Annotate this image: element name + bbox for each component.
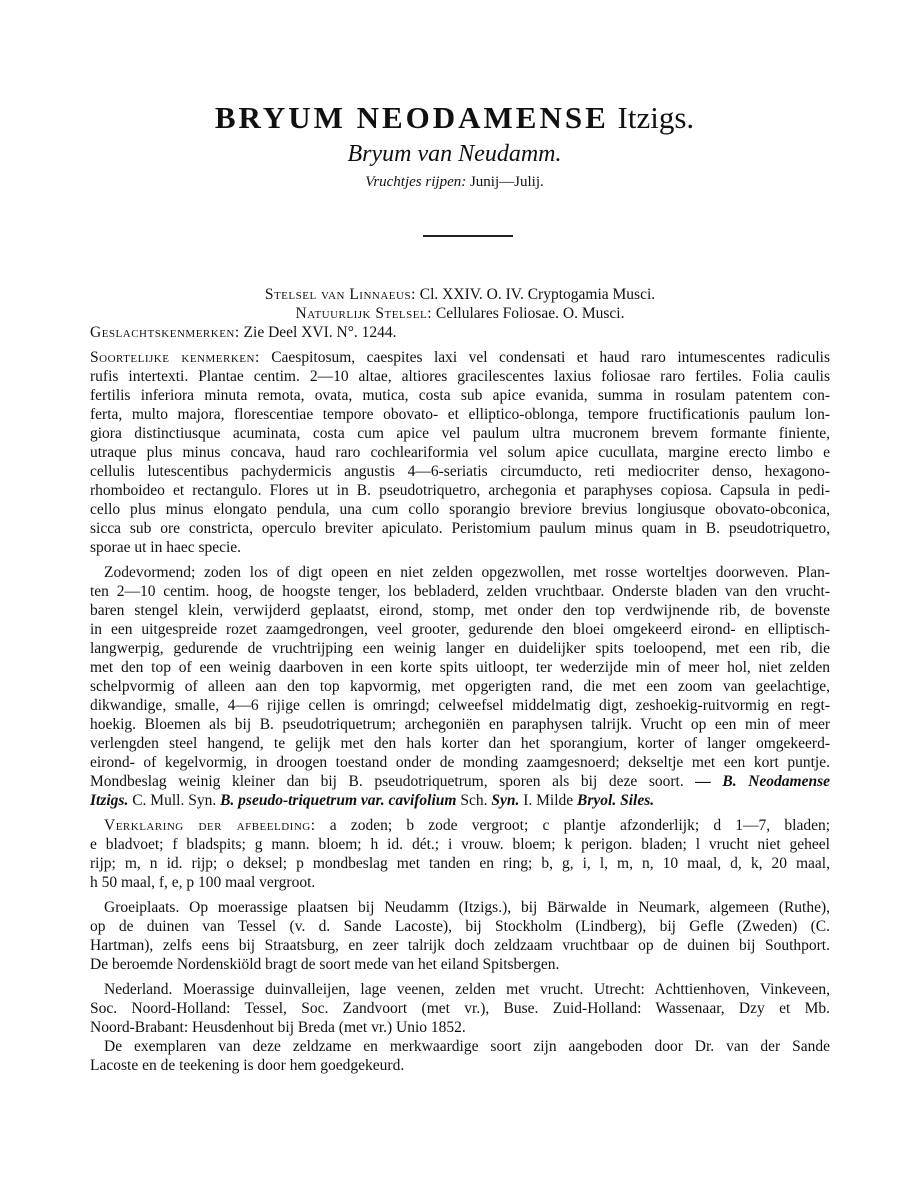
system-linnaeus — [90, 285, 830, 304]
dutch-line: ten 2—10 centim. hoog, de hoogste tenger, los bebladerd, zelden vruchtbaar. Onderste bladen van den vrucht- — [90, 583, 830, 600]
explanation-line: h 50 maal, f, e, p 100 maal vergroot. — [90, 874, 316, 891]
synonym-ref: C. Mull. Syn. — [132, 792, 217, 809]
explanation-label: Verklaring der afbeelding: — [104, 817, 316, 834]
dutch-line: baren stengel klein, verwijderd geplaatst, eirond, stomp, met onder den top verdwijnende rib, de bovenste — [90, 602, 830, 619]
explanation-text: a zoden; b zode vergroot; c plantje afzonderlijk; d 1—7, bladen; — [329, 817, 831, 834]
dutch-line: verlengden steel hangend, te gelijk met den hals korter dan het sporangium, korter of langer omgekeerd- — [90, 735, 830, 752]
synonym-bryol: Bryol. Siles. — [577, 792, 655, 809]
dutch-line: in een uitgespreide rozet zaamgedrongen, veel grooter, gedurende den bloei omgekeerd eirond- en elliptisch- — [90, 621, 830, 638]
latin-line: rufis intertexti. Plantae centim. 2—10 altae, altiores gracilescentes laxius foliosae raro fertiles. Folia caulis — [90, 368, 830, 385]
synonym-milde: I. Milde — [523, 792, 574, 809]
title-author: Itzigs. — [617, 100, 695, 135]
habitat-line: De beroemde Nordenskiöld bragt de soort mede van het eiland Spitsbergen. — [90, 956, 560, 973]
habitat — [90, 898, 830, 974]
document-body — [90, 285, 830, 1075]
synonym-syn: Syn. — [491, 792, 520, 809]
synonym-name: — B. Neodamense — [695, 773, 830, 790]
dutch-line: langwerpig, gedurende de vruchtrijping een weinig langer en duidelijker spits toeloopend, met een rib, die — [90, 640, 830, 657]
latin-line: sicca sub ore constricta, operculo breviter apiculato. Peristomium paulum minus quam in B. pseudotriquetro, — [90, 520, 830, 537]
genus-characters-text: Zie Deel XVI. N°. 1244. — [243, 324, 397, 341]
latin-line: sporae ut in haec specie. — [90, 539, 242, 556]
dutch-text: Mondbeslag weinig kleiner dan bij B. pseudotriquetrum, sporen als bij deze soort. — [90, 773, 684, 790]
system-natural — [90, 304, 830, 323]
dutch-line: dikwandige, smalle, 4—6 rijige cellen is omringd; celweefsel middelmatig digt, zeshoekig-ruitvormig en regt- — [90, 697, 830, 714]
dutch-line: schelpvormig of alleen aan den top kapvormig, met opgerigten rand, die met een zoom van geelachtige, — [90, 678, 830, 695]
netherlands-localities — [90, 980, 830, 1075]
dutch-line: Zodevormend; zoden los of digt opeen en niet zelden opgezwollen, met rosse worteltjes doorweven. Plan- — [104, 564, 830, 581]
system-natural-text: Cellulares Foliosae. O. Musci. — [435, 305, 625, 322]
habitat-line: Groeiplaats. Op moerassige plaatsen bij Neudamm (Itzigs.), bij Bärwalde in Neumark, algemeen (Ruthe), — [104, 899, 830, 916]
latin-line: ferta, multo majora, florescentiae tempore obovato- et elliptico-oblonga, tempore fructificationis paulum lon- — [90, 406, 830, 423]
genus-characters — [90, 323, 830, 342]
netherlands-line: Nederland. Moerassige duinvalleijen, lage veenen, zelden met vrucht. Utrecht: Achttienhoven, Vinkeveen, — [104, 981, 830, 998]
system-natural-label: Natuurlijk Stelsel: — [295, 305, 433, 322]
latin-description — [90, 348, 830, 557]
habitat-line: Hartman), zelfs eens bij Straatsburg, en zeer talrijk doch zeldzaam vruchtbaar op de duinen bij Southport. — [90, 937, 830, 954]
dutch-description — [90, 563, 830, 810]
latin-line: rhomboideo et rectangulo. Flores ut in B. pseudotriquetro, archegonia et paraphyses copiosa. Capsula in pedi- — [90, 482, 830, 499]
explanation-line: rijp; m, n id. rijp; o deksel; p mondbeslag met tanden en ring; b, g, i, l, m, n, 10 maal, d, k, 20 maal, — [90, 855, 830, 872]
explanation-line — [90, 816, 830, 835]
dutch-line — [90, 772, 830, 791]
habitat-line: op de duinen van Tessel (v. d. Sande Lacoste), bij Stockholm (Lindberg), bij Gefle (Zweden) (C. — [90, 918, 830, 935]
system-linnaeus-label: Stelsel van Linnaeus: — [264, 286, 416, 303]
ripening-label: Vruchtjes rijpen: — [365, 174, 467, 190]
dutch-line: met den top of een weinig daarboven in een korte spits uitloopt, ter wederzijde min of meer hol, niet zelden — [90, 659, 830, 676]
title-divider — [423, 235, 513, 237]
synonym-author: Itzigs. — [90, 792, 129, 809]
latin-line: giora distinctiusque acuminata, costa cum apice vel paulum ultra mucronem brevem formante finiente, — [90, 425, 830, 442]
latin-text: Caespitosum, caespites laxi vel condensati et haud raro intumescentes radiculis — [271, 349, 831, 366]
explanation-line: e bladvoet; f bladspits; g mann. bloem; h id. dét.; i vrouw. bloem; k perigon. bladen; l vrucht niet geheel — [90, 836, 830, 853]
latin-line: utraque plus minus concava, haud raro cochleariformia vel solum apice cucullata, margine erecto limbo e — [90, 444, 830, 461]
netherlands-line: Lacoste en de teekening is door hem goedgekeurd. — [90, 1057, 405, 1074]
system-linnaeus-text: Cl. XXIV. O. IV. Cryptogamia Musci. — [419, 286, 656, 303]
dutch-line: eirond- of kegelvormig, in droogen toestand onder de monding zaamgesnoerd; dekseltje met een kort puntje. — [90, 754, 830, 771]
synonym-line — [90, 791, 830, 810]
latin-line — [90, 348, 830, 367]
synonym-variety: B. pseudo-triquetrum var. cavifolium — [220, 792, 457, 809]
page-title — [0, 100, 909, 136]
netherlands-line: Soc. Noord-Holland: Tessel, Soc. Zandvoort (met vr.), Buse. Zuid-Holland: Wassenaar, Dzy et Mb. — [90, 1000, 830, 1017]
title-species: BRYUM NEODAMENSE — [214, 100, 609, 135]
figure-explanation — [90, 816, 830, 892]
dutch-line: hoekig. Bloemen als bij B. pseudotriquetrum; archegoniën en paraphysen talrijk. Vrucht op een min of meer — [90, 716, 830, 733]
latin-label: Soortelijke kenmerken: — [90, 349, 260, 366]
latin-line: cellulis lutescentibus pachydermicis angustis 4—6-seriatis circumducto, reti mediocriter denso, hexagono- — [90, 463, 830, 480]
ripening-period — [0, 172, 909, 192]
synonym-sch: Sch. — [460, 792, 488, 809]
latin-line: fertilis inferiora minuta remota, ovata, mutica, costa sub apice evanida, summa in rosulam patentem con- — [90, 387, 830, 404]
netherlands-line: De exemplaren van deze zeldzame en merkwaardige soort zijn aangeboden door Dr. van der Sande — [104, 1038, 830, 1055]
netherlands-line: Noord-Brabant: Heusdenhout bij Breda (met vr.) Unio 1852. — [90, 1019, 466, 1036]
page-subtitle: Bryum van Neudamm. — [347, 141, 562, 167]
genus-characters-label: Geslachtskenmerken: — [90, 324, 240, 341]
latin-line: cello plus minus elongato pendula, una cum collo sporangio breviore brevius longiusque obovato-obconica, — [90, 501, 830, 518]
ripening-value: Junij—Julij. — [469, 174, 544, 190]
